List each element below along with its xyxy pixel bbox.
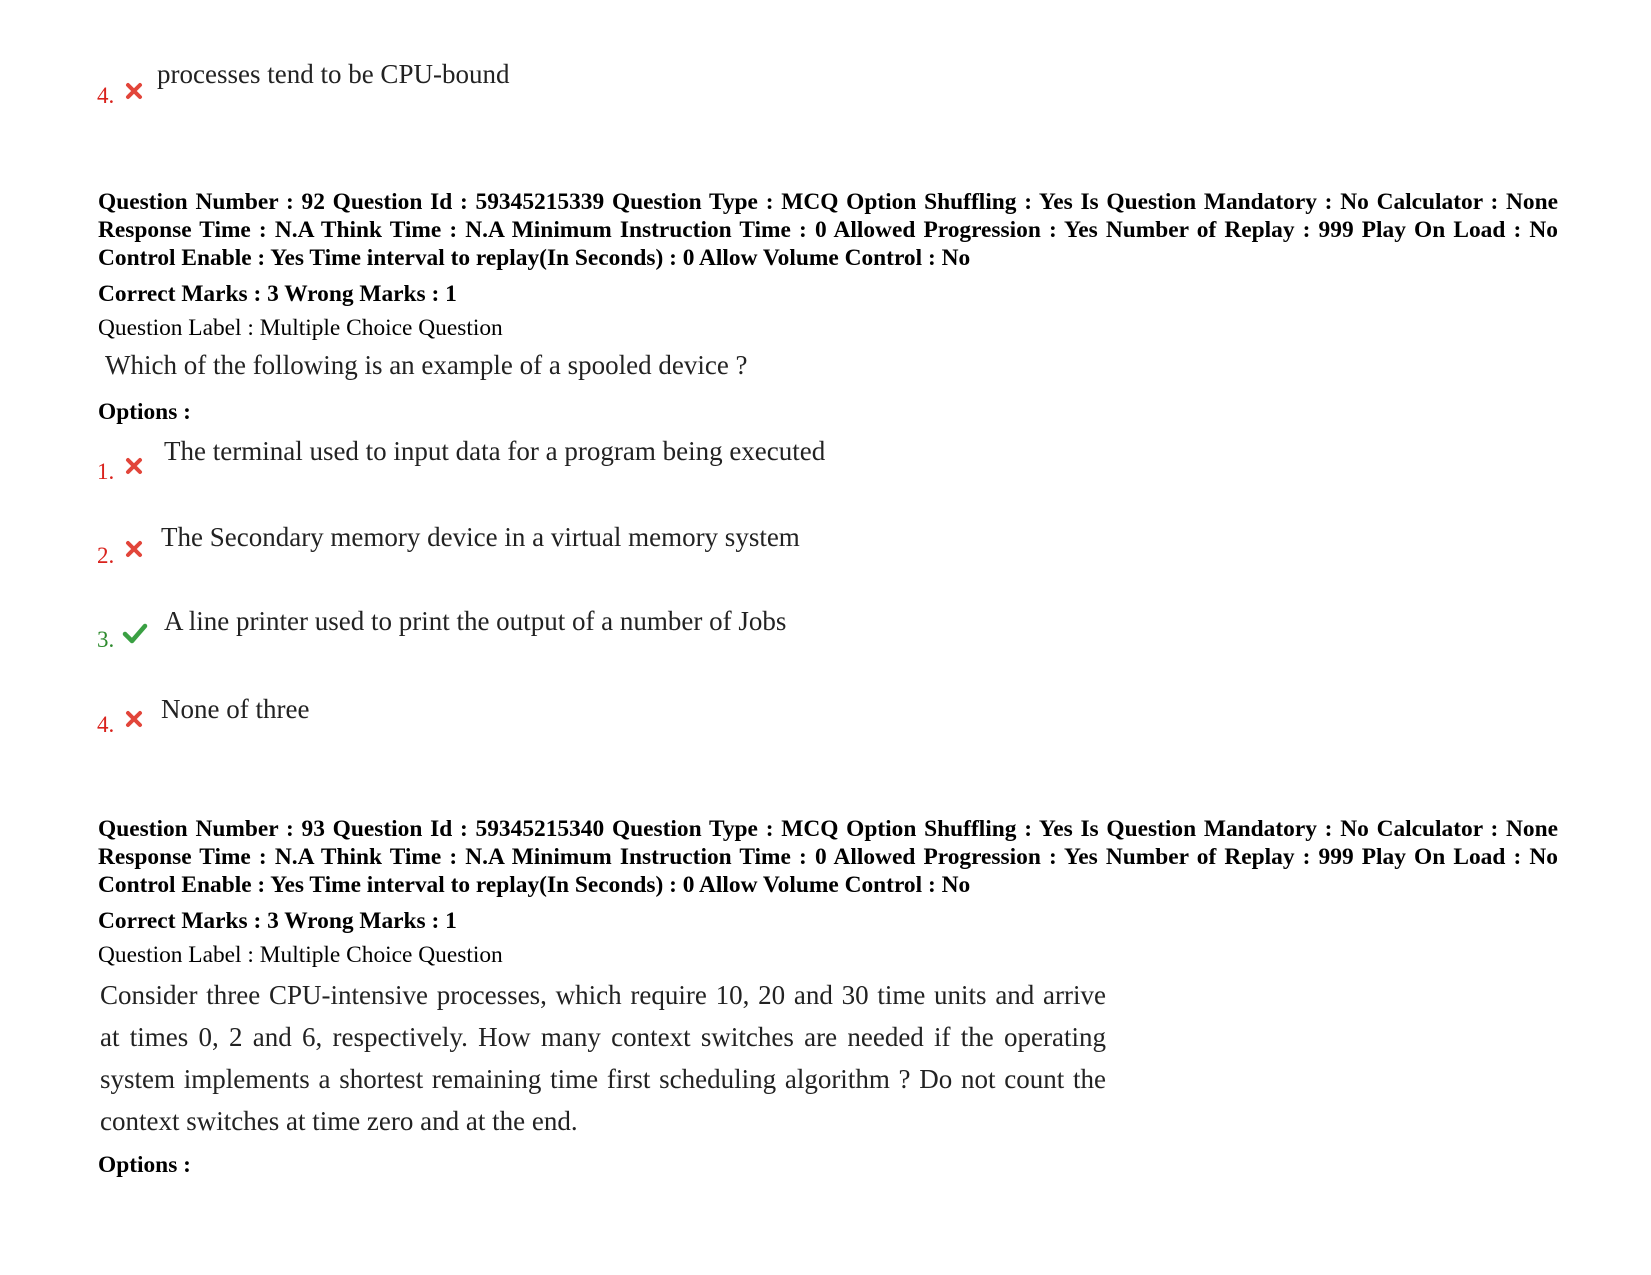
question-marks: Correct Marks : 3 Wrong Marks : 1 <box>98 281 457 307</box>
option-text: processes tend to be CPU-bound <box>157 59 510 89</box>
option-text: The terminal used to input data for a program being executed <box>164 436 826 466</box>
question-text: Consider three CPU-intensive processes, which require 10, 20 and 30 time units and arrive at times 0, 2 and 6, respectively. How many context switches are needed if the operating system implements a shortest remaining time first scheduling algorithm ? Do not count the context switches at time zero and at the end. <box>100 980 1106 1136</box>
question-text: Which of the following is an example of a spooled device ? <box>105 350 748 380</box>
cross-icon <box>123 80 145 102</box>
option-number: 4. <box>97 712 115 737</box>
options-heading: Options : <box>98 399 191 425</box>
question-meta: Question Number : 93 Question Id : 59345215340 Question Type : MCQ Option Shuffling : Yes Is Question Mandatory : No Calculator : None Response Time : N.A Think Time : N.A Minimum Instruction Time : 0 Allowed Progression : Yes Number of Replay : 999 Play On Load : No Control Enable : Yes Time interval to replay(In Seconds) : 0 Allow Volume Control : No <box>98 816 1558 898</box>
option-text: None of three <box>161 694 310 724</box>
option-number: 1. <box>97 459 115 484</box>
cross-icon <box>123 538 145 560</box>
question-marks: Correct Marks : 3 Wrong Marks : 1 <box>98 908 457 934</box>
cross-icon <box>123 708 145 730</box>
option-text: The Secondary memory device in a virtual memory system <box>161 522 800 552</box>
option-number: 2. <box>97 543 115 568</box>
options-heading: Options : <box>98 1152 191 1178</box>
option-number: 4. <box>97 83 115 108</box>
option-number: 3. <box>97 627 115 652</box>
question-label: Question Label : Multiple Choice Question <box>98 315 503 341</box>
question-label: Question Label : Multiple Choice Question <box>98 942 503 968</box>
cross-icon <box>123 455 145 477</box>
option-text: A line printer used to print the output of a number of Jobs <box>164 606 787 636</box>
check-icon <box>122 622 148 644</box>
question-meta: Question Number : 92 Question Id : 59345215339 Question Type : MCQ Option Shuffling : Yes Is Question Mandatory : No Calculator : None Response Time : N.A Think Time : N.A Minimum Instruction Time : 0 Allowed Progression : Yes Number of Replay : 999 Play On Load : No Control Enable : Yes Time interval to replay(In Seconds) : 0 Allow Volume Control : No <box>98 189 1558 271</box>
